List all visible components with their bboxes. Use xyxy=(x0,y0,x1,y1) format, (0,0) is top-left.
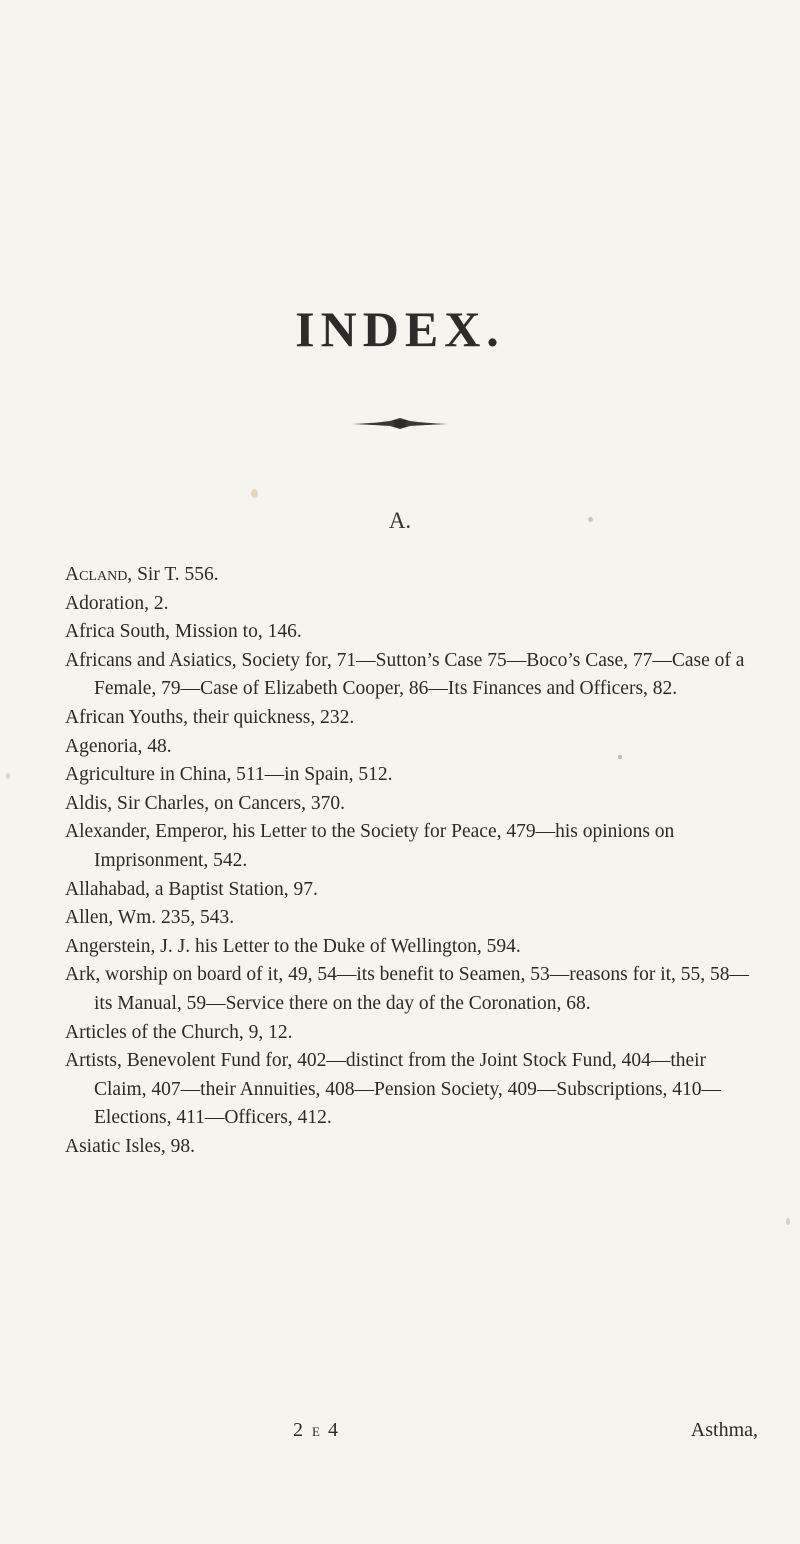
page-title: INDEX. xyxy=(295,301,505,357)
paper-speck xyxy=(786,1218,790,1225)
index-entry: African Youths, their quickness, 232. xyxy=(65,706,355,728)
signature-number: 2 xyxy=(293,1419,305,1441)
index-entry xyxy=(65,561,755,590)
index-entry: Articles of the Church, 9, 12. xyxy=(65,1021,293,1043)
signature-mark xyxy=(293,1419,340,1442)
catchword: Asthma, xyxy=(690,1419,758,1441)
signature-letter: E xyxy=(312,1424,321,1439)
paper-speck xyxy=(588,517,593,522)
paper-speck xyxy=(6,773,10,779)
index-entry: Ark, worship on board of it, 49, 54—its benefit to Seamen, 53—reasons for it, 55, 58—its Manual, 59—Service there on the day of the Coronation, 68. xyxy=(65,964,750,1014)
index-entry: Allen, Wm. 235, 543. xyxy=(65,907,235,929)
index-entry: Aldis, Sir Charles, on Cancers, 370. xyxy=(65,792,346,814)
paper-speck xyxy=(618,755,622,759)
index-entry: Africa South, Mission to, 146. xyxy=(65,621,302,643)
signature-number-2: 4 xyxy=(327,1419,340,1441)
paper-speck xyxy=(251,489,258,498)
index-entry: Angerstein, J. J. his Letter to the Duke of Wellington, 594. xyxy=(65,935,521,957)
index-entry: Alexander, Emperor, his Letter to the Society for Peace, 479—his opinions on Imprisonment, 542. xyxy=(65,821,675,871)
entry-head-smallcaps: Acland, xyxy=(65,564,133,585)
page-footer xyxy=(0,1419,800,1451)
index-entry: Agenoria, 48. xyxy=(65,735,172,757)
index-entry: Asiatic Isles, 98. xyxy=(65,1135,195,1157)
index-entry: Agriculture in China, 511—in Spain, 512. xyxy=(65,764,393,786)
index-entry: Allahabad, a Baptist Station, 97. xyxy=(65,878,318,900)
index-entry: Adoration, 2. xyxy=(65,592,169,614)
index-entry: Artists, Benevolent Fund for, 402—distinct from the Joint Stock Fund, 404—their Claim, 407—their Annuities, 408—Pension Society, 409—Subscriptions, 410—Elections, 411—Officers, 412. xyxy=(65,1050,722,1129)
section-letter: A. xyxy=(388,508,412,533)
ornament-rule xyxy=(350,414,450,434)
index-entries xyxy=(65,561,755,1161)
entry-text: Sir T. 556. xyxy=(132,564,219,585)
index-entry: Africans and Asiatics, Society for, 71—Sutton’s Case 75—Boco’s Case, 77—Case of a Female, 79—Case of Elizabeth Cooper, 86—Its Finances and Officers, 82. xyxy=(65,649,745,700)
